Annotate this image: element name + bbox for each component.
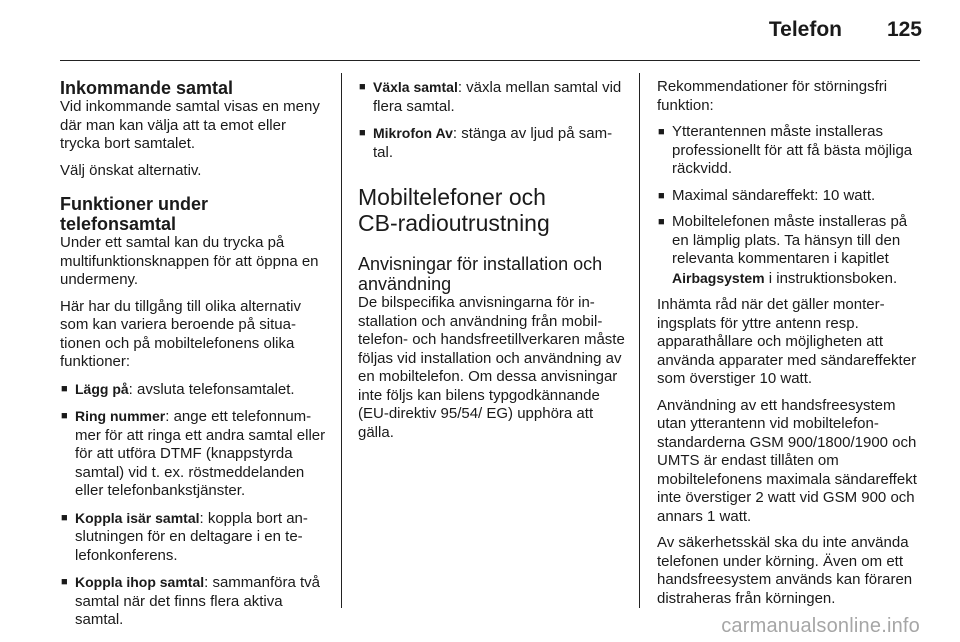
paragraph: Användning av ett handsfreesystem utan ytterantenn vid mobiltelefonstandarderna GSM 900/1800/1900 och UMTS är endast tillåten om mobiltelefonens maximala sändareffekt inte överstiger 2 watt vid GSM 900 och annars 1 watt. — [657, 396, 917, 525]
heading-incoming-call: Inkommande samtal — [60, 78, 234, 98]
header-rule — [60, 60, 920, 61]
list-item: ■ Växla samtal: växla mellan samtal vid flera samtal. — [358, 78, 626, 116]
heading-mobile-phones: Mobiltelefoner och CB-radioutrustning — [358, 184, 550, 236]
paragraph: Välj önskat alternativ. — [60, 161, 202, 179]
page-number: 125 — [886, 18, 922, 41]
list-item: ■ Koppla ihop samtal: sammanföra två samtal när det finns flera aktiva samtal. — [60, 573, 328, 630]
section-title: Telefon — [768, 18, 842, 41]
paragraph: Rekommendationer för störningsfri funktion: — [657, 78, 888, 114]
paragraph: Av säkerhetsskäl ska du inte använda telefonen under körning. Även om ett handsfreesystem används kan föraren distraheras från körningen. — [657, 534, 913, 607]
list-item: ■ Ytterantennen måste installeras professionellt för att få bästa möjliga räckvidd. — [657, 123, 925, 179]
list-item: ■ Mikrofon Av: stänga av ljud på samtal. — [358, 124, 626, 162]
list-item: ■ Mobiltelefonen måste installeras på en lämplig plats. Ta hänsyn till den relevanta kommentaren i kapitlet Airbagsystem i instruktionsboken. — [657, 213, 925, 288]
column-right — [657, 78, 925, 616]
column-divider — [341, 73, 342, 608]
paragraph: De bilspecifika anvisningarna för installation och användning från mobiltelefon- och handsfreetillverkaren måste följas vid installation och användning av en mobiltelefon. Om dessa anvisningar inte följs kan bilens typgodkännande (EU-direktiv 95/54/ EG) upphöra att gälla. — [358, 294, 625, 441]
paragraph: Vid inkommande samtal visas en meny där man kan välja att ta emot eller trycka bort samtalet. — [60, 98, 320, 152]
page-header — [0, 0, 960, 60]
list-item: ■ Maximal sändareffekt: 10 watt. — [657, 187, 925, 206]
list-item: ■ Koppla isär samtal: koppla bort anslutningen för en deltagare i en telefonkonferens. — [60, 509, 328, 566]
paragraph: Här har du tillgång till olika alternativ som kan variera beroende på situationen och på mobiltelefonens olika funktioner: — [60, 297, 301, 370]
heading-installation: Anvisningar för installation och användning — [358, 254, 603, 294]
paragraph: Inhämta råd när det gäller monteringsplats för yttre antenn resp. apparathållare och möjligheten att använda apparater med sändareffekter som överstiger 10 watt. — [657, 296, 917, 387]
column-divider — [639, 73, 640, 608]
list-item: ■ Lägg på: avsluta telefonsamtalet. — [60, 380, 328, 400]
paragraph: Under ett samtal kan du trycka på multifunktionsknappen för att öppna en undermeny. — [60, 234, 319, 288]
column-left — [60, 78, 328, 638]
list-item: ■ Ring nummer: ange ett telefonnummer för att ringa ett andra samtal eller för att utföra DTMF (knappstyrda samtal) vid t. ex. röstmeddelanden eller telefonbankstjänster. — [60, 407, 328, 501]
heading-call-functions: Funktioner under telefonsamtal — [60, 194, 208, 234]
watermark: carmanualsonline.info — [721, 615, 920, 637]
column-middle — [358, 78, 626, 450]
